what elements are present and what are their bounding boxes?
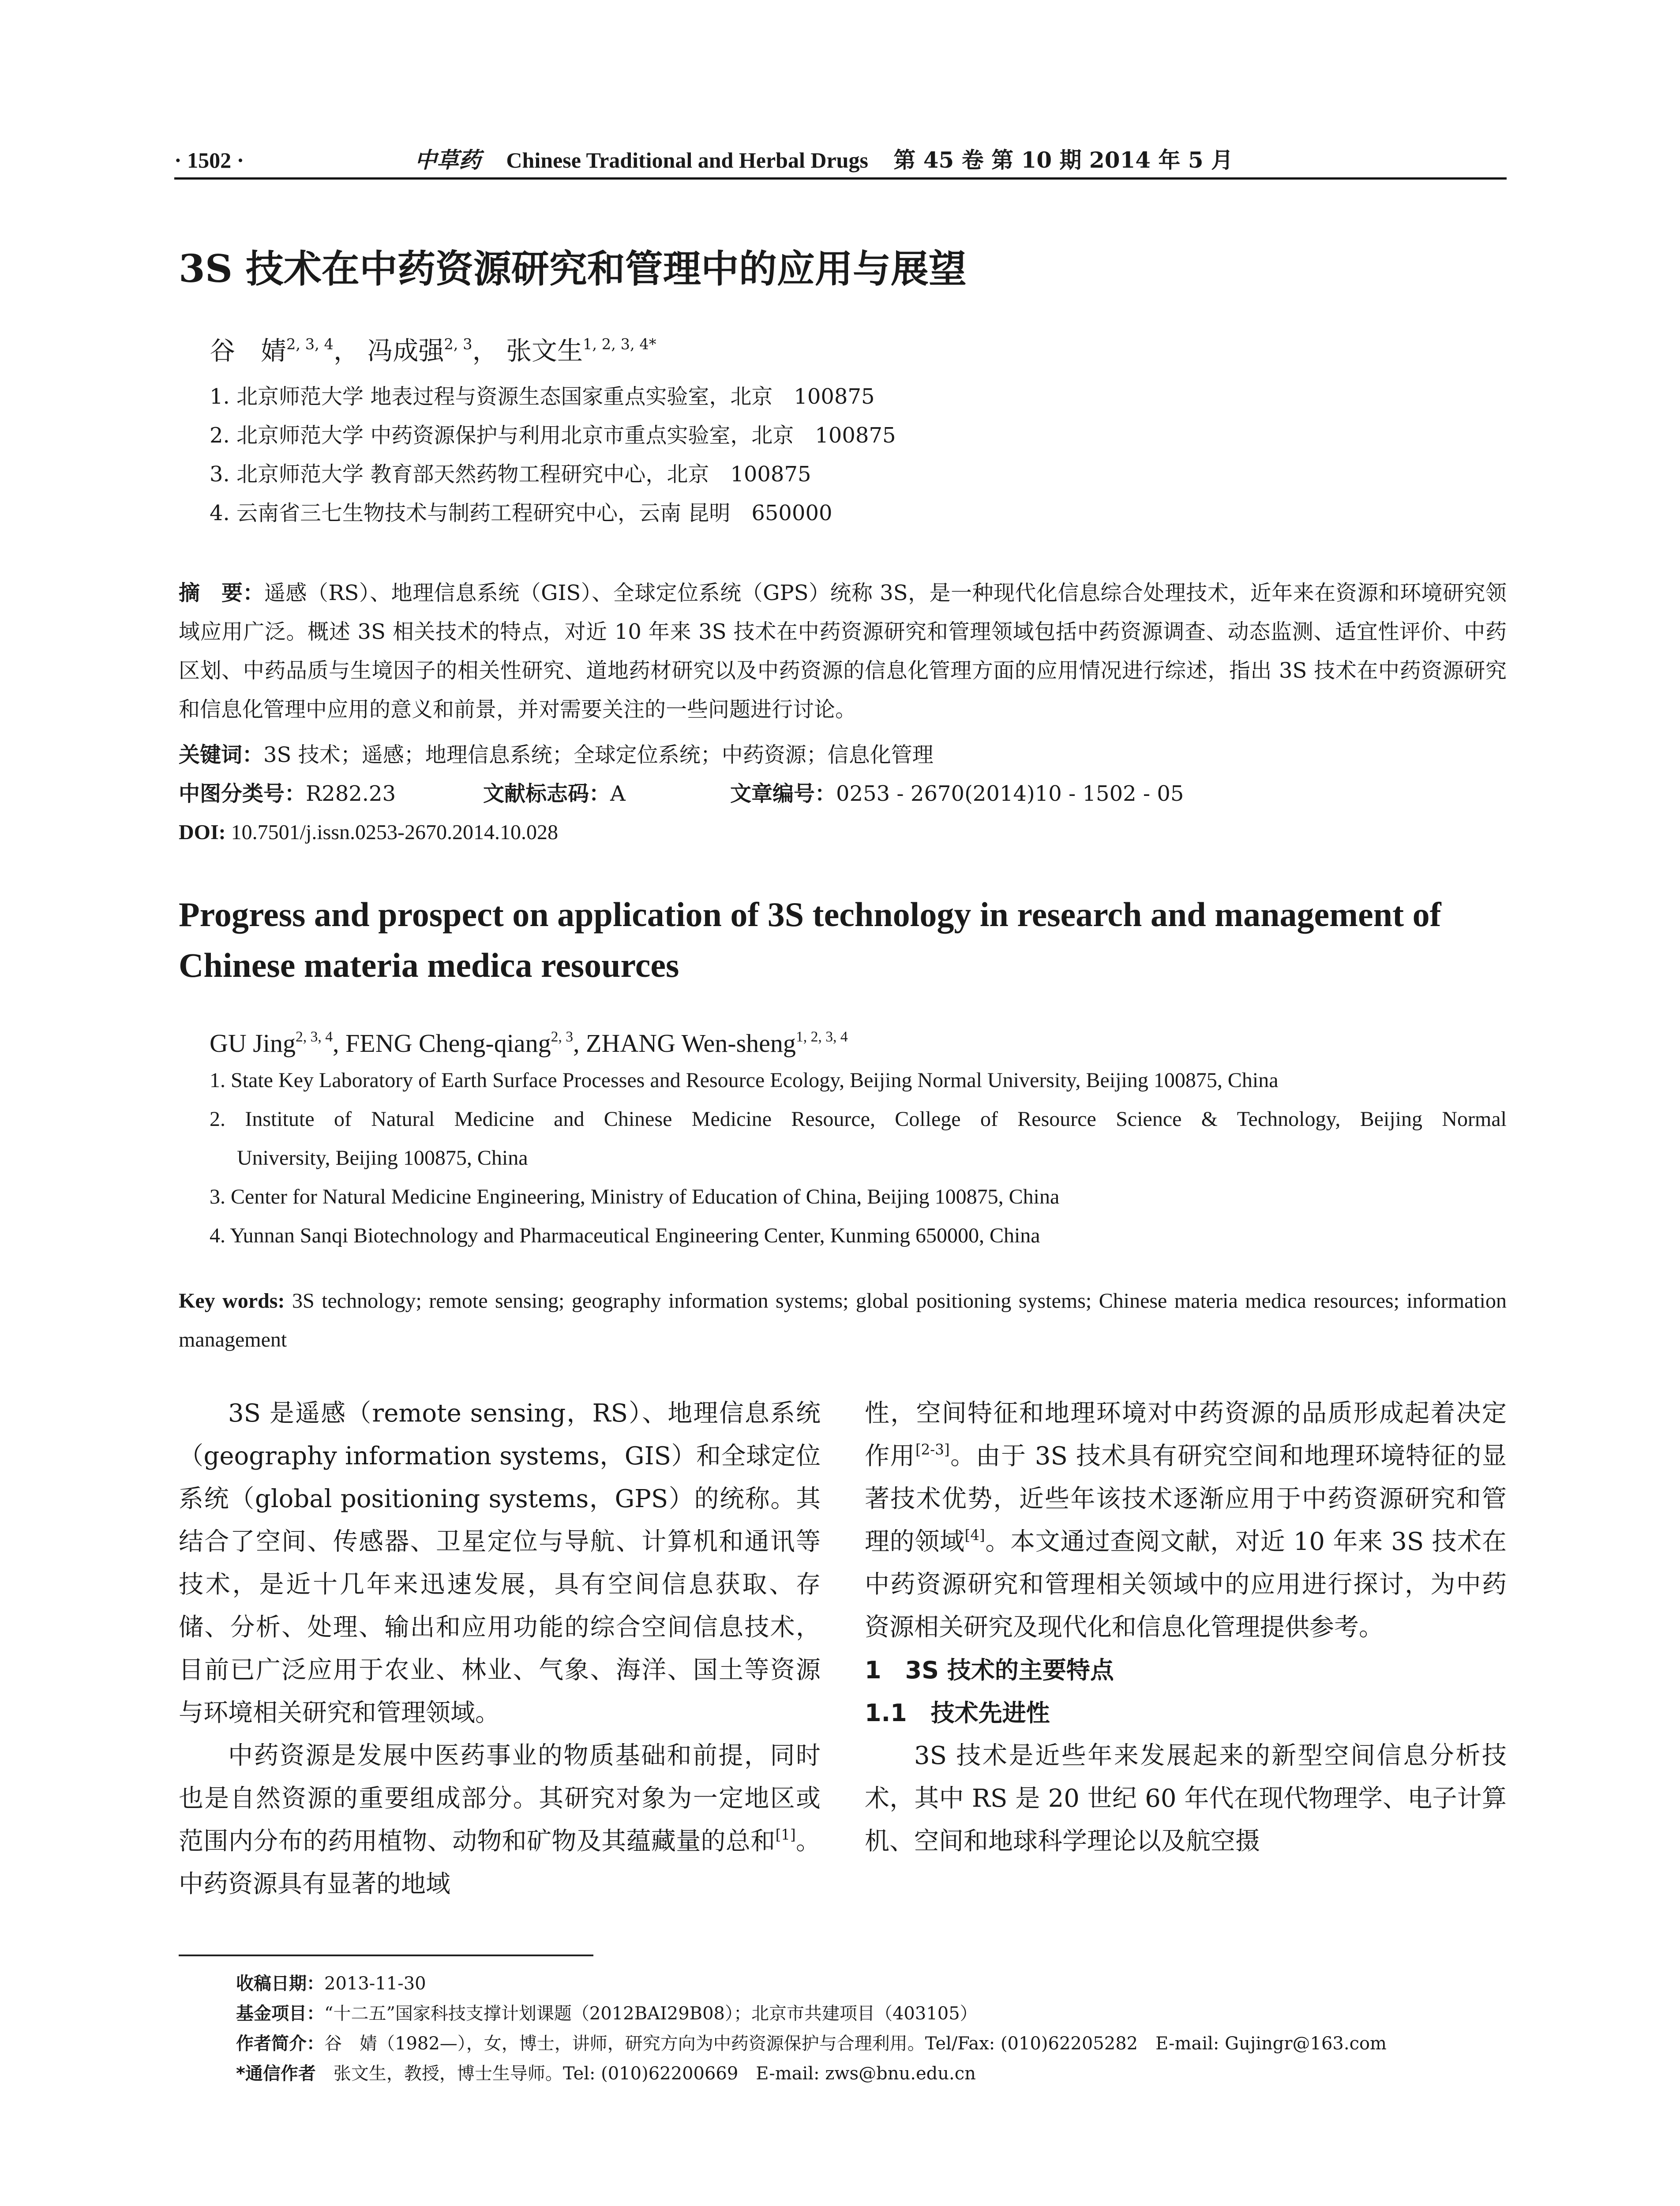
- doi-label: DOI:: [179, 821, 226, 844]
- clc-value: R282.23: [306, 781, 396, 806]
- body-paragraph: 3S 技术是近些年来发展起来的新型空间信息分析技术，其中 RS 是 20 世纪 60 年代在现代物理学、电子计算机、空间和地球科学理论以及航空摄: [865, 1741, 1507, 1856]
- article-title-en: Progress and prospect on application of 3S technology in research and management of Chinese materia medica resources: [179, 895, 1441, 984]
- author-affil-sup: 1, 2, 3, 4*: [583, 335, 656, 353]
- affiliations-en: [210, 1061, 1507, 1255]
- doi-row: [179, 813, 558, 852]
- page-number: · 1502 ·: [174, 148, 244, 173]
- running-header: [174, 140, 1507, 180]
- footnote-fund: 基金项目：“十二五”国家科技支撑计划课题（2012BAI29B08）；北京市共建项目（403105）: [236, 2003, 978, 2024]
- author-en: GU Jing: [210, 1029, 296, 1058]
- article-number-label: 文章编号：: [730, 781, 836, 806]
- affiliation-cn: 3. 北京师范大学 教育部天然药物工程研究中心，北京 100875: [210, 462, 811, 487]
- footnote-author-bio: 作者简介：谷 婧（1982—），女，博士，讲师，研究方向为中药资源保护与合理利用。Tel/Fax: (010)62205282 E-mail: Gujingr@163.com: [236, 2033, 1387, 2054]
- affiliation-cn: 2. 北京师范大学 中药资源保护与利用北京市重点实验室，北京 100875: [210, 423, 896, 448]
- authors-en: GU Jing$^{2, 3, 4}$, FENG Cheng-qiang$^{2, 3}$, ZHANG Wen-sheng$^{1, 2, 3, 4}$: [210, 1028, 848, 1058]
- affiliation-en: 4. Yunnan Sanqi Biotechnology and Pharmaceutical Engineering Center, Kunming 650000, China: [210, 1224, 1040, 1247]
- author-affil-sup: 2, 3: [444, 335, 472, 353]
- footnotes: [236, 1969, 1507, 2089]
- author-cn: 冯成强: [367, 336, 444, 366]
- doi-link[interactable]: 10.7501/j.issn.0253-2670.2014.10.028: [231, 821, 559, 844]
- author-affil-sup: 1, 2, 3, 4: [795, 1028, 848, 1045]
- section-heading: 1 3S 技术的主要特点: [865, 1656, 1114, 1684]
- journal-name-cn: 中草药: [415, 147, 481, 173]
- journal-info: [415, 140, 1233, 180]
- header-rule: [174, 177, 1507, 180]
- body-paragraph: 3S 是遥感（remote sensing，RS）、地理信息系统（geography information systems，GIS）和全球定位系统（global positioning systems，GPS）的统称。其结合了空间、传感器、卫星定位与导航、计算机和通讯等技术，是近十几年来迅速发展，具有空间信息获取、存储、分析、处理、输出和应用功能的综合空间信息技术，目前已广泛应用于农业、林业、气象、海洋、国土等资源与环境相关研究和管理领域。: [179, 1399, 821, 1727]
- article-number-value: 0253 - 2670(2014)10 - 1502 - 05: [836, 781, 1184, 806]
- citation-ref[interactable]: [1]: [775, 1826, 796, 1843]
- citation-ref[interactable]: [4]: [964, 1527, 985, 1544]
- keywords-label: 关键词：: [179, 743, 264, 767]
- body-column-left: [179, 1392, 821, 1906]
- keywords-text: 3S 技术；遥感；地理信息系统；全球定位系统；中药资源；信息化管理: [263, 743, 934, 767]
- article-title-cn: 3S 技术在中药资源研究和管理中的应用与展望: [179, 247, 967, 291]
- classification-row: [179, 774, 1184, 813]
- authors-cn: 谷 婧$^{2, 3, 4}$， 冯成强$^{2, 3}$， 张文生$^{1, 2, 3, 4*}$: [210, 335, 656, 366]
- author-cn: 张文生: [506, 336, 583, 366]
- abstract-label: 摘 要：: [179, 581, 264, 605]
- affiliations-cn: [210, 377, 896, 533]
- journal-issue: 第 45 卷 第 10 期 2014 年 5 月: [893, 147, 1234, 173]
- affiliation-en: 1. State Key Laboratory of Earth Surface Processes and Resource Ecology, Beijing Normal University, Beijing 100875, China: [210, 1069, 1279, 1092]
- author-cn: 谷 婧: [210, 336, 287, 366]
- keywords-cn: [179, 735, 934, 774]
- affiliation-en: 2. Institute of Natural Medicine and Chinese Medicine Resource, College of Resource Science & Technology, Beijing Normal: [210, 1107, 1507, 1131]
- author-en: ZHANG Wen-sheng: [586, 1029, 796, 1058]
- citation-ref[interactable]: [2-3]: [915, 1441, 950, 1458]
- author-affil-sup: 2, 3: [551, 1028, 574, 1045]
- affiliation-cn: 1. 北京师范大学 地表过程与资源生态国家重点实验室，北京 100875: [210, 384, 875, 409]
- footnote-received: 收稿日期：2013-11-30: [236, 1973, 426, 1994]
- author-affil-sup: 2, 3, 4: [286, 335, 334, 353]
- footnote-rule: [179, 1955, 593, 1956]
- clc-label: 中图分类号：: [179, 781, 306, 806]
- abstract-cn: [179, 574, 1507, 729]
- journal-name-en: Chinese Traditional and Herbal Drugs: [506, 148, 868, 173]
- affiliation-cn: 4. 云南省三七生物技术与制药工程研究中心，云南 昆明 650000: [210, 501, 832, 525]
- keywords-en-text: 3S technology; remote sensing; geography information systems; global positioning systems; Chinese materia medica resources; information management: [179, 1289, 1507, 1351]
- author-en: FENG Cheng-qiang: [345, 1029, 551, 1058]
- footnote-corresponding: *通信作者 张文生，教授，博士生导师。Tel: (010)62200669 E-mail: zws@bnu.edu.cn: [236, 2063, 976, 2084]
- doc-code-label: 文献标志码：: [483, 781, 611, 806]
- affiliation-en-continued: University, Beijing 100875, China: [237, 1146, 528, 1170]
- subsection-heading: 1.1 技术先进性: [865, 1699, 1050, 1727]
- keywords-en: [179, 1282, 1507, 1359]
- body-paragraph: 中药资源是发展中医药事业的物质基础和前提，同时也是自然资源的重要组成部分。其研究对象为一定地区或范围内分布的药用植物、动物和矿物及其蕴藏量的总和[1]。中药资源具有显著的地域: [179, 1741, 821, 1898]
- body-column-right: [865, 1392, 1507, 1863]
- abstract-text: 遥感（RS）、地理信息系统（GIS）、全球定位系统（GPS）统称 3S，是一种现代化信息综合处理技术，近年来在资源和环境研究领域应用广泛。概述 3S 相关技术的特点，对近 10 年来 3S 技术在中药资源研究和管理领域包括中药资源调查、动态监测、适宜性评价、中药区划、中药品质与生境因子的相关性研究、道地药材研究以及中药资源的信息化管理方面的应用情况进行综述，指出 3S 技术在中药资源研究和信息化管理中应用的意义和前景，并对需要关注的一些问题进行讨论。: [179, 581, 1507, 722]
- body-paragraph: 性，空间特征和地理环境对中药资源的品质形成起着决定作用[2-3]。由于 3S 技术具有研究空间和地理环境特征的显著技术优势，近些年该技术逐渐应用于中药资源研究和管理的领域[4]。本文通过查阅文献，对近 10 年来 3S 技术在中药资源研究和管理相关领域中的应用进行探讨，为中药资源相关研究及现代化和信息化管理提供参考。: [865, 1399, 1507, 1642]
- keywords-en-label: Key words:: [179, 1289, 285, 1313]
- author-affil-sup: 2, 3, 4: [295, 1028, 333, 1045]
- affiliation-en: 3. Center for Natural Medicine Engineering, Ministry of Education of China, Beijing 100875, China: [210, 1185, 1060, 1208]
- doc-code-value: A: [610, 781, 626, 806]
